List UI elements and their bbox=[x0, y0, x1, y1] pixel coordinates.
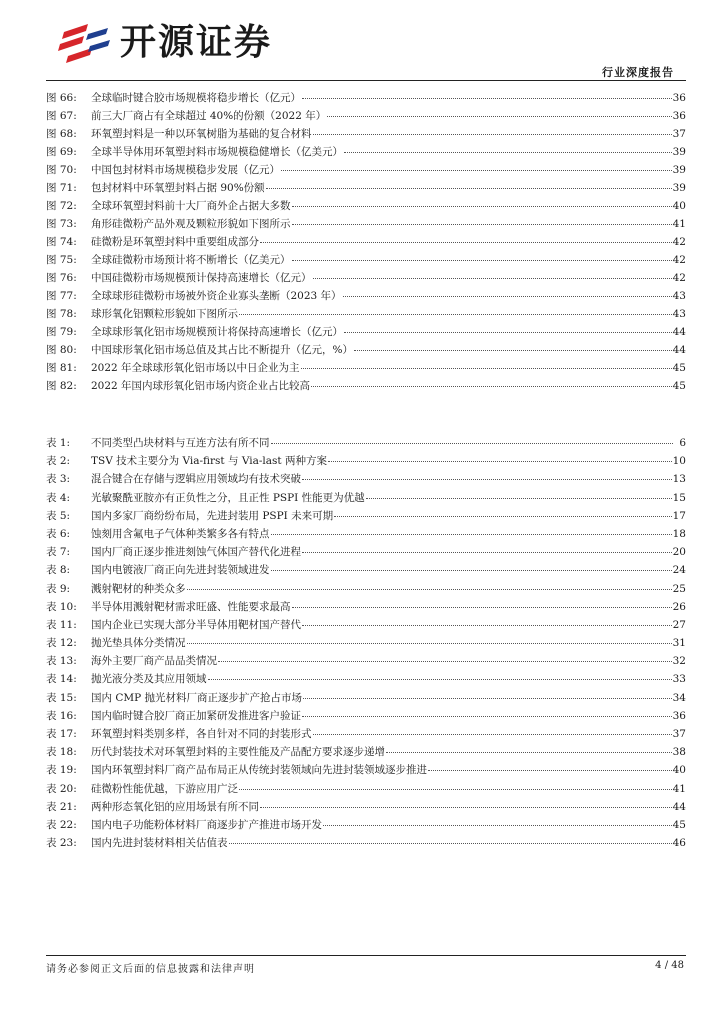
dot-leader bbox=[266, 177, 672, 189]
figure-entry-page: 39 bbox=[672, 146, 686, 158]
table-entry-title: 蚀刻用含氟电子气体种类繁多各有特点 bbox=[91, 527, 270, 540]
table-entry-label: 表 5: bbox=[46, 509, 71, 522]
table-entry-page: 38 bbox=[672, 746, 686, 759]
figure-entry-label: 图 69: bbox=[46, 146, 77, 158]
table-entry-label: 表 8: bbox=[46, 564, 71, 577]
table-entry-label: 表 20: bbox=[46, 782, 77, 795]
table-entry-page: 27 bbox=[672, 618, 686, 631]
table-entry-title: 历代封装技术对环氧塑封料的主要性能及产品配方要求逐步递增 bbox=[91, 746, 385, 759]
figure-entry-label: 图 76: bbox=[46, 272, 77, 284]
dot-leader bbox=[302, 705, 672, 717]
dot-leader bbox=[260, 231, 672, 243]
table-entry-page: 32 bbox=[672, 655, 686, 668]
figure-entry-title: 全球半导体用环氧塑封料市场规模稳健增长（亿美元） bbox=[91, 146, 343, 158]
table-entry-page: 31 bbox=[672, 637, 686, 650]
table-entry-title: 环氧塑封料类别多样，各自针对不同的封装形式 bbox=[91, 728, 312, 740]
page-header bbox=[0, 0, 724, 80]
figure-entry-label: 图 80: bbox=[46, 344, 77, 356]
table-entry-page: 34 bbox=[672, 691, 686, 704]
dot-leader bbox=[302, 614, 672, 626]
figure-entry-title: 2022 年全球球形氧化铝市场以中日企业为主 bbox=[91, 362, 300, 374]
table-entry-label: 表 11: bbox=[46, 618, 77, 631]
table-entry-label: 表 12: bbox=[46, 637, 77, 650]
figure-entry-label: 图 68: bbox=[46, 128, 77, 140]
dot-leader bbox=[313, 723, 672, 735]
figure-entry-label: 图 78: bbox=[46, 308, 77, 320]
table-entry-title: 国内临时键合胶厂商正加紧研发推进客户验证 bbox=[91, 709, 301, 722]
figure-entry-page: 39 bbox=[672, 182, 686, 194]
table-entry-page: 36 bbox=[672, 709, 686, 722]
figure-entry-label: 图 73: bbox=[46, 218, 77, 230]
figure-entry-label: 图 71: bbox=[46, 182, 77, 194]
table-entry-page: 17 bbox=[672, 509, 686, 522]
dot-leader bbox=[292, 195, 672, 207]
figure-entry-label: 图 72: bbox=[46, 200, 77, 212]
dot-leader bbox=[302, 468, 672, 480]
dot-leader bbox=[303, 687, 672, 699]
table-entry-title: 抛光液分类及其应用领域 bbox=[91, 673, 207, 686]
table-entry-title: 国内先进封装材料相关估值表 bbox=[91, 837, 228, 850]
table-entry-title: 抛光垫具体分类情况 bbox=[91, 637, 186, 650]
dot-leader bbox=[323, 814, 672, 826]
table-entry-label: 表 23: bbox=[46, 837, 77, 850]
figure-entry-title: 全球球形氧化铝市场规模预计将保持高速增长（亿元） bbox=[91, 326, 343, 338]
table-entry-page: 37 bbox=[672, 728, 686, 740]
dot-leader bbox=[239, 303, 672, 315]
table-entry-page: 24 bbox=[672, 564, 686, 577]
figure-entry-title: 环氧塑封料是一种以环氧树脂为基础的复合材料 bbox=[91, 128, 312, 140]
dot-leader bbox=[311, 375, 672, 387]
dot-leader bbox=[271, 432, 674, 444]
table-entry[interactable] bbox=[46, 834, 686, 852]
figure-entry-title: 中国包封材料市场规模稳步发展（亿元） bbox=[91, 164, 280, 176]
figure-entry-page: 36 bbox=[672, 110, 686, 122]
figure-list bbox=[46, 89, 686, 395]
table-list bbox=[46, 434, 686, 852]
figure-entry-page: 42 bbox=[672, 254, 686, 266]
table-entry-title: 不同类型凸块材料与互连方法有所不同 bbox=[91, 437, 270, 449]
figure-entry-page: 43 bbox=[672, 308, 686, 320]
table-entry-label: 表 19: bbox=[46, 764, 77, 777]
table-entry-page: 6 bbox=[679, 437, 686, 449]
table-entry-title: 混合键合在存储与逻辑应用领域均有技术突破 bbox=[91, 473, 301, 486]
table-entry-label: 表 15: bbox=[46, 691, 77, 704]
figure-entry-page: 42 bbox=[672, 236, 686, 248]
table-entry-label: 表 10: bbox=[46, 600, 77, 613]
dot-leader bbox=[260, 796, 672, 808]
figure-entry-title: 中国球形氧化铝市场总值及其占比不断提升（亿元，%） bbox=[91, 344, 353, 356]
page-number: 4 / 48 bbox=[655, 960, 684, 971]
dot-leader bbox=[366, 487, 672, 499]
figure-entry-title: 全球球形硅微粉市场被外资企业寡头垄断（2023 年） bbox=[91, 290, 342, 302]
figure-entry-page: 39 bbox=[672, 164, 686, 176]
table-entry-title: 国内电镀液厂商正向先进封装领域进发 bbox=[91, 564, 270, 577]
figure-entry-label: 图 79: bbox=[46, 326, 77, 338]
brand-name: 开源证券 bbox=[120, 22, 273, 63]
table-entry-page: 10 bbox=[672, 455, 686, 468]
figure-entry-title: 2022 年国内球形氧化铝市场内资企业占比较高 bbox=[91, 380, 311, 392]
table-entry-label: 表 21: bbox=[46, 800, 77, 813]
figure-entry-label: 图 66: bbox=[46, 92, 77, 104]
figure-entry-page: 37 bbox=[672, 128, 686, 140]
report-type-label: 行业深度报告 bbox=[602, 66, 674, 79]
figure-entry-title: 硅微粉是环氧塑封料中重要组成部分 bbox=[91, 236, 259, 248]
table-entry-page: 44 bbox=[672, 800, 686, 813]
table-entry-page: 46 bbox=[672, 837, 686, 850]
dot-leader bbox=[302, 87, 672, 99]
table-entry-page: 26 bbox=[672, 600, 686, 613]
figure-entry-page: 40 bbox=[672, 200, 686, 212]
table-entry-label: 表 1: bbox=[46, 437, 71, 449]
table-entry-title: 国内 CMP 抛光材料厂商正逐步扩产抢占市场 bbox=[91, 691, 303, 704]
figure-entry-label: 图 70: bbox=[46, 164, 77, 176]
table-entry-label: 表 2: bbox=[46, 455, 71, 468]
table-entry-label: 表 13: bbox=[46, 655, 77, 668]
figure-entry-title: 全球临时键合胶市场规模将稳步增长（亿元） bbox=[91, 92, 301, 104]
figure-entry-title: 全球硅微粉市场预计将不断增长（亿美元） bbox=[91, 254, 291, 266]
table-entry-title: 半导体用溅射靶材需求旺盛、性能要求最高 bbox=[91, 600, 291, 613]
table-entry-label: 表 7: bbox=[46, 546, 71, 559]
table-entry-label: 表 9: bbox=[46, 582, 71, 595]
figure-entry-label: 图 74: bbox=[46, 236, 77, 248]
figure-entry-label: 图 67: bbox=[46, 110, 77, 122]
dot-leader bbox=[292, 249, 672, 261]
table-entry-label: 表 14: bbox=[46, 673, 77, 686]
dot-leader bbox=[343, 285, 672, 297]
table-entry-title: 国内多家厂商纷纷布局，先进封装用 PSPI 未来可期 bbox=[91, 509, 334, 522]
logo-mark-icon bbox=[58, 22, 114, 64]
table-entry-title: 国内企业已实现大部分半导体用靶材国产替代 bbox=[91, 618, 301, 631]
dot-leader bbox=[313, 123, 672, 135]
figure-entry-title: 角形硅微粉产品外观及颗粒形貌如下图所示 bbox=[91, 218, 291, 230]
table-entry-label: 表 3: bbox=[46, 473, 71, 486]
figure-entry-title: 中国硅微粉市场规模预计保持高速增长（亿元） bbox=[91, 272, 312, 284]
table-entry-title: 国内环氧塑封料厂商产品布局正从传统封装领域向先进封装领域逐步推进 bbox=[91, 764, 427, 777]
figure-entry-title: 全球环氧塑封料前十大厂商外企占据大多数 bbox=[91, 200, 291, 212]
figure-entry-page: 36 bbox=[672, 92, 686, 104]
figure-entry-page: 44 bbox=[672, 344, 686, 356]
dot-leader bbox=[386, 741, 672, 753]
table-entry-label: 表 22: bbox=[46, 818, 77, 831]
footer-disclaimer: 请务必参阅正文后面的信息披露和法律声明 bbox=[46, 964, 255, 975]
dot-leader bbox=[334, 505, 671, 517]
figure-entry-page: 45 bbox=[672, 362, 686, 374]
table-entry-title: 海外主要厂商产品品类情况 bbox=[91, 655, 217, 668]
dot-leader bbox=[187, 632, 672, 644]
dot-leader bbox=[187, 578, 672, 590]
table-entry-title: 国内电子功能粉体材料厂商逐步扩产推进市场开发 bbox=[91, 818, 322, 831]
figure-entry-label: 图 81: bbox=[46, 362, 77, 374]
dot-leader bbox=[354, 339, 672, 351]
dot-leader bbox=[239, 778, 672, 790]
figure-entry-label: 图 77: bbox=[46, 290, 77, 302]
dot-leader bbox=[302, 541, 672, 553]
figure-entry-page: 44 bbox=[672, 326, 686, 338]
table-entry-page: 33 bbox=[672, 673, 686, 686]
dot-leader bbox=[292, 213, 672, 225]
table-entry-page: 41 bbox=[672, 782, 686, 795]
table-entry-label: 表 16: bbox=[46, 709, 77, 722]
figure-entry-title: 球形氧化铝颗粒形貌如下图所示 bbox=[91, 308, 238, 320]
dot-leader bbox=[344, 141, 672, 153]
dot-leader bbox=[229, 832, 672, 844]
figure-entry-page: 45 bbox=[672, 380, 686, 392]
figure-entry-page: 41 bbox=[672, 218, 686, 230]
figure-entry-label: 图 82: bbox=[46, 380, 77, 392]
dot-leader bbox=[208, 668, 672, 680]
dot-leader bbox=[271, 523, 672, 535]
header-divider bbox=[46, 80, 686, 81]
dot-leader bbox=[313, 267, 672, 279]
figure-entry[interactable] bbox=[46, 377, 686, 395]
table-entry-title: 国内厂商正逐步推进刻蚀气体国产替代化进程 bbox=[91, 546, 301, 559]
table-entry-label: 表 17: bbox=[46, 728, 77, 740]
table-entry-label: 表 6: bbox=[46, 527, 71, 540]
dot-leader bbox=[328, 450, 672, 462]
dot-leader bbox=[344, 321, 672, 333]
dot-leader bbox=[428, 759, 672, 771]
footer-divider bbox=[46, 955, 686, 956]
table-entry-title: 溅射靶材的种类众多 bbox=[91, 582, 186, 595]
dot-leader bbox=[301, 357, 672, 369]
table-entry-label: 表 4: bbox=[46, 491, 71, 504]
table-entry-page: 13 bbox=[672, 473, 686, 486]
figure-entry-page: 42 bbox=[672, 272, 686, 284]
table-entry-page: 18 bbox=[672, 527, 686, 540]
table-entry-label: 表 18: bbox=[46, 746, 77, 759]
dot-leader bbox=[271, 559, 672, 571]
table-entry-page: 40 bbox=[672, 764, 686, 777]
table-entry-title: TSV 技术主要分为 Via-first 与 Via-last 两种方案 bbox=[91, 455, 327, 468]
table-entry-title: 两种形态氧化铝的应用场景有所不同 bbox=[91, 800, 259, 813]
table-entry-page: 45 bbox=[672, 818, 686, 831]
table-entry-page: 20 bbox=[672, 546, 686, 559]
figure-entry-page: 43 bbox=[672, 290, 686, 302]
table-entry-page: 15 bbox=[672, 491, 686, 504]
dot-leader bbox=[218, 650, 672, 662]
dot-leader bbox=[281, 159, 672, 171]
dot-leader bbox=[327, 105, 671, 117]
brand-logo bbox=[58, 22, 278, 64]
table-entry-title: 硅微粉性能优越，下游应用广泛 bbox=[91, 782, 238, 795]
table-entry-page: 25 bbox=[672, 582, 686, 595]
dot-leader bbox=[292, 596, 672, 608]
figure-entry-label: 图 75: bbox=[46, 254, 77, 266]
figure-entry-title: 包封材料中环氧塑封料占据 90%份额 bbox=[91, 182, 265, 194]
table-entry-title: 光敏聚酰亚胺亦有正负性之分，且正性 PSPI 性能更为优越 bbox=[91, 491, 365, 504]
figure-entry-title: 前三大厂商占有全球超过 40%的份额（2022 年） bbox=[91, 110, 327, 122]
